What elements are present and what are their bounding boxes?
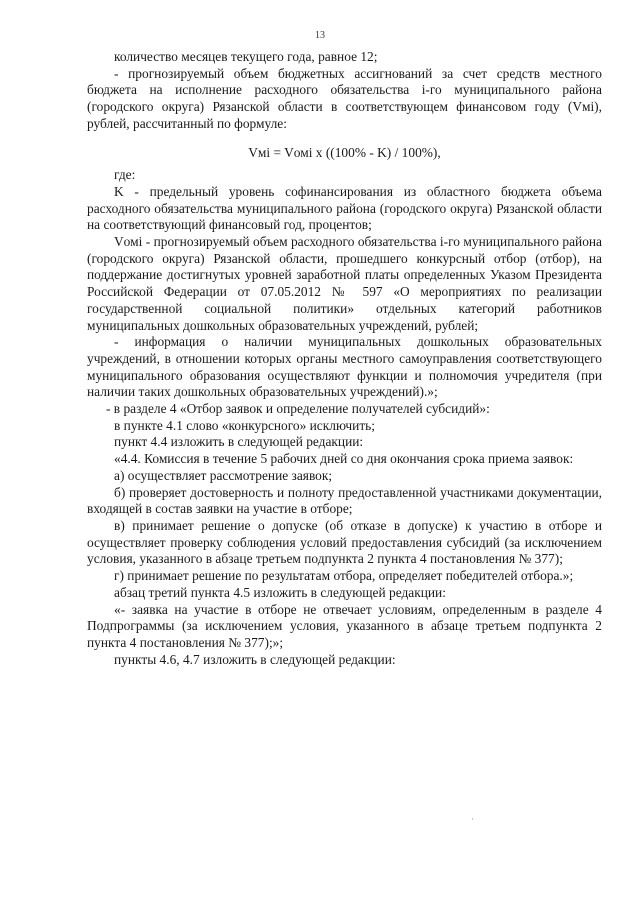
paragraph: где: <box>114 167 136 183</box>
page-number: 13 <box>315 30 325 41</box>
paragraph: «- заявка на участие в отборе не отвечает условиям, определенным в разделе 4 Подпрограммы (за исключением условия, указанного в абзаце третьем подпункта 2 пункта 4 постановления № 377);»; <box>87 601 602 650</box>
paragraph: г) принимает решение по результатам отбора, определяет победителей отбора.»; <box>114 568 574 584</box>
scan-speck: · <box>471 814 474 824</box>
paragraph: Vомi - прогнозируемый объем расходного обязательства i-го муниципального района (городского округа) Рязанской области, прошедшего конкурсный отбор (отбор), на поддержание достигнутых уровней заработной платы определенных Указом Президента Российской Федерации от 07.05.2012 № 597 «О мероприятиях по реализации государственной социальной политики» отдельных категорий работников муниципальных дошкольных образовательных учреждений, рублей; <box>87 234 602 333</box>
paragraph: в пункте 4.1 слово «конкурсного» исключить; <box>114 417 376 433</box>
paragraph: в) принимает решение о допуске (об отказе в допуске) к участию в отборе и осуществляет проверку соблюдения условий предоставления субсидий (за исключением условия, указанного в абзаце третьем подпункта 2 пункта 4 постановления № 377); <box>87 517 602 567</box>
paragraph: K - предельный уровень софинансирования из областного бюджета объема расходного обязательства муниципального района (городского округа) Рязанской области на соответствующий финансовый год, процентов; <box>87 183 602 233</box>
paragraph: пункт 4.4 изложить в следующей редакции: <box>114 434 364 450</box>
paragraph: а) осуществляет рассмотрение заявок; <box>114 467 333 483</box>
paragraph: «4.4. Комиссия в течение 5 рабочих дней со дня окончания срока приема заявок: <box>114 451 574 467</box>
paragraph: - информация о наличии муниципальных дошкольных образовательных учреждений, в отношении которых органы местного самоуправления соответствующего муниципального образования осуществляют функции и полномочия учредителя (при наличии таких дошкольных образовательных учреждений).»; <box>87 334 602 400</box>
paragraph: б) проверяет достоверность и полноту предоставленной участниками документации, входящей в состав заявки на участие в отборе; <box>87 484 602 517</box>
document-body <box>87 49 602 668</box>
formula: Vмi = Vомi x ((100% - K) / 100%), <box>248 144 441 160</box>
paragraph: пункты 4.6, 4.7 изложить в следующей редакции: <box>114 651 396 667</box>
paragraph: абзац третий пункта 4.5 изложить в следующей редакции: <box>114 584 446 600</box>
paragraph: - в разделе 4 «Отбор заявок и определение получателей субсидий»: <box>106 401 490 417</box>
paragraph: количество месяцев текущего года, равное 12; <box>114 49 378 64</box>
paragraph: - прогнозируемый объем бюджетных ассигнований за счет средств местного бюджета на исполнение расходного обязательства i-го муниципального района (городского округа) Рязанской области в соответствующем финансовом году (Vмi), рублей, рассчитанный по формуле: <box>87 65 602 131</box>
